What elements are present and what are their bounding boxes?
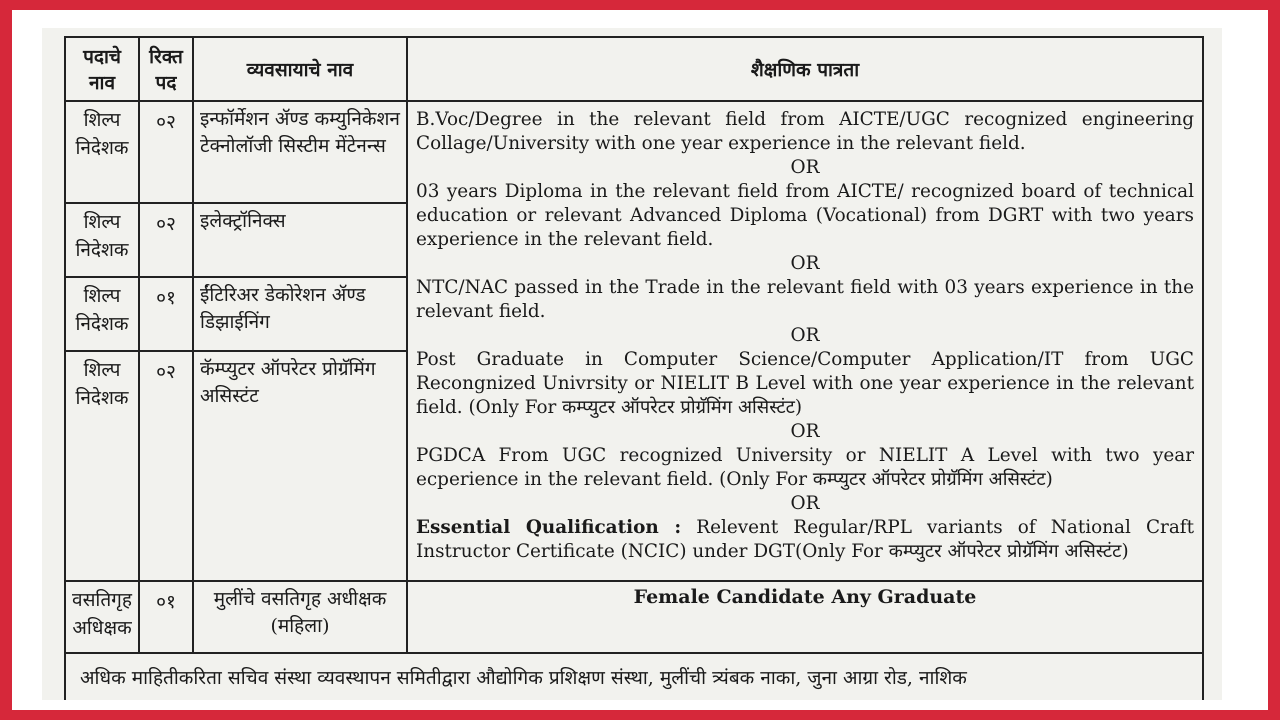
post-cell: शिल्प निदेशक [65, 351, 139, 581]
or-separator: OR [790, 325, 820, 346]
footer-row [65, 653, 1203, 700]
essential-label: Essential Qualification : [416, 517, 682, 538]
vacancy-cell: ०२ [139, 351, 193, 581]
vacancy-table [64, 36, 1204, 700]
header-vacancy: रिक्त पद [139, 37, 193, 101]
vacancy-cell: ०२ [139, 203, 193, 277]
header-trade-name: व्यवसायाचे नाव [193, 37, 407, 101]
hostel-qualification: Female Candidate Any Graduate [407, 581, 1203, 653]
qualification-cell [407, 101, 1203, 581]
post-cell: शिल्प निदेशक [65, 101, 139, 203]
trade-cell: मुलींचे वसतिगृह अधीक्षक (महिला) [193, 581, 407, 653]
essential-text: Relevent Regular/RPL variants of National Craft Instructor Certificate (NCIC) under DGT(Only For कम्प्युटर ऑपरेटर प्रोग्रॅमिंग असिस्टंट) [416, 517, 1194, 562]
table-header-row [65, 37, 1203, 101]
qualification-item: B.Voc/Degree in the relevant field from AICTE/UGC recognized engineering Collage/University with one year experience in the relevant field. [416, 109, 1194, 154]
vacancy-cell: ०१ [139, 581, 193, 653]
post-cell: शिल्प निदेशक [65, 203, 139, 277]
vacancy-cell: ०२ [139, 101, 193, 203]
trade-cell: कॅम्प्युटर ऑपरेटर प्रोग्रॅमिंग असिस्टंट [193, 351, 407, 581]
recruitment-notice-document [42, 28, 1222, 700]
qualification-item: PGDCA From UGC recognized University or NIELIT A Level with two year ecperience in the relevant field. (Only For कम्प्युटर ऑपरेटर प्रोग्रॅमिंग असिस्टंट) [416, 445, 1194, 490]
or-separator: OR [790, 493, 820, 514]
post-cell: वसतिगृह अधिक्षक [65, 581, 139, 653]
qualification-item: Post Graduate in Computer Science/Computer Application/IT from UGC Recongnized Univrsity or NIELIT B Level with one year experience in the relevant field. (Only For कम्प्युटर ऑपरेटर प्रोग्रॅमिंग असिस्टंट) [416, 349, 1194, 418]
or-separator: OR [790, 253, 820, 274]
vacancy-cell: ०१ [139, 277, 193, 351]
qualification-item: NTC/NAC passed in the Trade in the relevant field with 03 years experience in the relevant field. [416, 277, 1194, 322]
post-cell: शिल्प निदेशक [65, 277, 139, 351]
or-separator: OR [790, 157, 820, 178]
or-separator: OR [790, 421, 820, 442]
trade-cell: इलेक्ट्रॉनिक्स [193, 203, 407, 277]
trade-cell: ईंटिरिअर डेकोरेशन ॲण्ड डिझाईनिंग [193, 277, 407, 351]
header-qualification: शैक्षणिक पात्रता [407, 37, 1203, 101]
table-row-hostel [65, 581, 1203, 653]
footer-note: अधिक माहितीकरिता सचिव संस्था व्यवस्थापन समितीद्वारा औद्योगिक प्रशिक्षण संस्था, मुलींची त्र्यंबक नाका, जुना आग्रा रोड, नाशिक [65, 653, 1203, 700]
essential-qualification [416, 516, 1194, 564]
qualification-item: 03 years Diploma in the relevant field from AICTE/ recognized board of technical education or relevant Advanced Diploma (Vocational) from DGRT with two years experience in the relevant field. [416, 181, 1194, 250]
trade-cell: इन्फॉर्मेशन ॲण्ड कम्युनिकेशन टेक्नोलॉजी सिस्टीम मेंटेनन्स [193, 101, 407, 203]
header-post-name: पदाचे नाव [65, 37, 139, 101]
red-border-frame [12, 10, 1268, 710]
table-row [65, 101, 1203, 203]
